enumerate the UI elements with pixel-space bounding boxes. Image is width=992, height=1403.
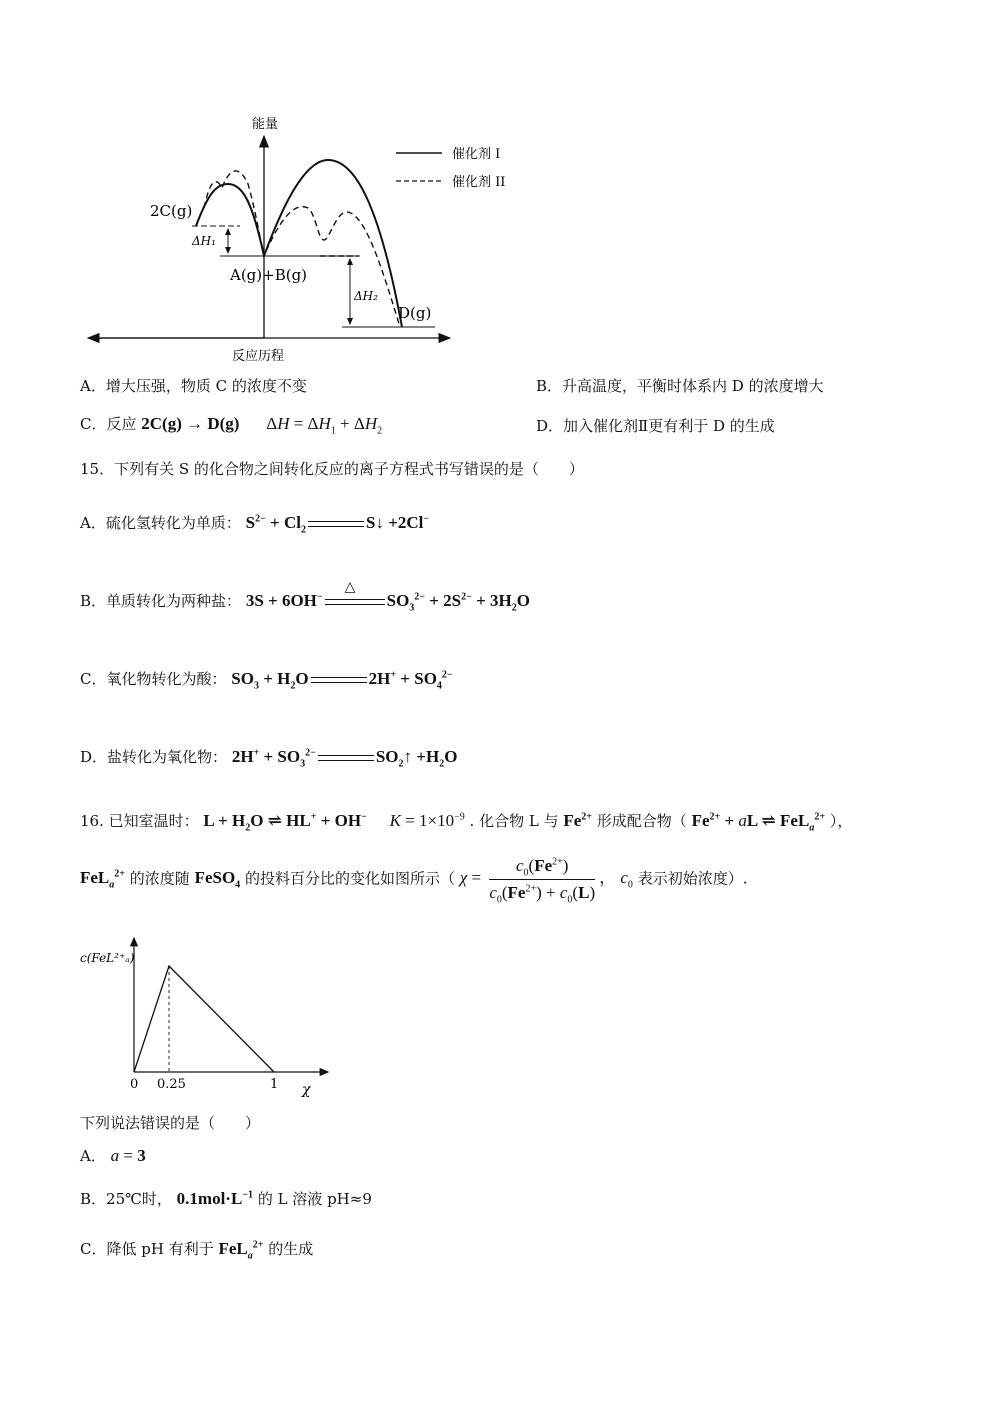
label-2c: 2C(g) (150, 202, 193, 220)
q14-option-a: A．增大压强，物质 C 的浓度不变 (80, 377, 307, 395)
q16-complex-equilibrium: $Fe^{2+}$ + aL ⇌ FeL$_a^{2+}$ (691, 811, 826, 834)
q15-option-a-equation: $S^{2-} + Cl_2$ S↓ +2Cl− (245, 513, 430, 536)
q15-option-c-text: C．氧化物转化为酸： (80, 670, 227, 688)
q16-option-c-text: C．降低 pH 有利于 (80, 1240, 214, 1258)
q14-option-b: B．升高温度，平衡时体系内 D 的浓度增大 (536, 377, 824, 395)
complex-concentration-chart (78, 932, 338, 1102)
label-d: D(g) (398, 304, 432, 322)
chart-y-label: c(FeL²⁺ₐ) (80, 951, 135, 965)
q16-prompt: 下列说法错误的是（ ） (80, 1114, 261, 1132)
q15-option-c-equation: $SO_3 + H_2O$ $2H^+ + SO_4^{2-}$ (231, 669, 453, 692)
q16-complex-name: FeL$_a^{2+}$ (80, 868, 125, 891)
q16-option-b-tail: 的 L 溶液 pH≈9 (257, 1190, 372, 1208)
q16-stem-mid2: 形成配合物（ (596, 812, 687, 830)
q16-equilibrium-constant: $K = 1\times 10^{-9}$ (389, 811, 465, 830)
q15-option-b-text: B．单质转化为两种盐： (80, 592, 242, 610)
dh1-label: ΔH₁ (192, 234, 216, 248)
chart-x-tick-label: 1 (270, 1077, 279, 1092)
chart-x-label: χ (302, 1082, 311, 1098)
q15-option-a-text: A．硫化氢转化为单质： (80, 514, 241, 532)
chart-series-line (134, 966, 274, 1072)
q14-option-c-equation: 2C(g) → D(g) (141, 414, 240, 433)
q16-stem-end: ）， (829, 812, 853, 830)
legend-dashed-label: 催化剂 II (452, 175, 506, 190)
q16-option-c (80, 1238, 314, 1262)
q15-option-d-text: D．盐转化为氧化物： (80, 748, 228, 766)
q15-option-a (80, 512, 430, 536)
q15-option-b-equation: 3S + 6OH− △ $SO_3^{2-} + 2S^{2-} + 3H_2O$ (245, 579, 531, 614)
q16-chi-fraction: $\frac{c_0(Fe^{2+})}{c_0(Fe^{2+}) + c_0(L)}$ (489, 856, 596, 906)
q16-chi-definition: χ = $\frac{c_0(Fe^{2+})}{c_0(Fe^{2+}) + c_0(L)}$ ， (459, 856, 621, 906)
q16-stem-prefix: 16. 已知室温时： (80, 812, 199, 830)
q16-option-c-complex: FeL$_a^{2+}$ (218, 1239, 264, 1262)
q15-option-d-equation: $2H^+ + SO_3^{2-}$ $SO_2↑ +H_2O$ (231, 747, 458, 770)
legend-solid-label: 催化剂 I (452, 147, 501, 162)
q16-line2-mid: 的浓度随 (129, 869, 190, 888)
q16-option-b (80, 1188, 372, 1209)
q14-option-c (80, 413, 383, 437)
q16-option-b-concentration: $0.1mol\cdot L^{-1}$ (176, 1189, 254, 1208)
heat-condition-symbol: △ (344, 579, 356, 595)
q16-line2-mid2: 的投料百分比的变化如图所示（ (244, 869, 455, 888)
q16-option-a-equation: a = 3 (110, 1146, 146, 1165)
y-axis-label: 能量 (252, 117, 279, 132)
q14-option-c-dh: $\Delta H = \Delta H_1 + \Delta H_2$ (266, 414, 383, 437)
q16-option-a-text: A． (80, 1147, 106, 1165)
chart-x-tick-label: 0 (130, 1077, 139, 1092)
q16-feso4: FeSO$_4$ (194, 868, 241, 891)
q16-equilibrium-1: $L + H_2O$ ⇌ HL+ + OH− (203, 811, 367, 834)
q16-stem-line1 (80, 810, 853, 834)
dh2-label: ΔH₂ (354, 289, 378, 303)
q15-option-d (80, 746, 458, 770)
q16-fe-ion: $Fe^{2+}$ (563, 811, 592, 830)
energy-diagram (80, 108, 540, 370)
q16-stem-mid: . 化合物 L 与 (469, 812, 559, 830)
q15-option-b (80, 579, 531, 614)
q14-option-d: D．加入催化剂Ⅱ更有利于 D 的生成 (536, 417, 775, 435)
q16-option-c-tail: 的生成 (268, 1240, 314, 1258)
q16-stem-line2 (80, 856, 748, 906)
q16-option-b-text: B．25℃时， (80, 1190, 172, 1208)
q16-line2-end: 表示初始浓度）. (637, 869, 748, 888)
chart-x-tick-label: 0.25 (157, 1077, 186, 1092)
x-axis-label: 反应历程 (232, 349, 285, 364)
curve-catalyst-2 (204, 171, 400, 327)
q15-option-c (80, 668, 453, 692)
q16-option-a (80, 1145, 146, 1166)
label-ab: A(g)+B(g) (230, 266, 308, 284)
q14-option-c-prefix: C．反应 (80, 415, 137, 433)
q16-c0-symbol: $c_0$ (620, 868, 633, 891)
q15-stem: 15．下列有关 S 的化合物之间转化反应的离子方程式书写错误的是（ ） (80, 460, 584, 478)
